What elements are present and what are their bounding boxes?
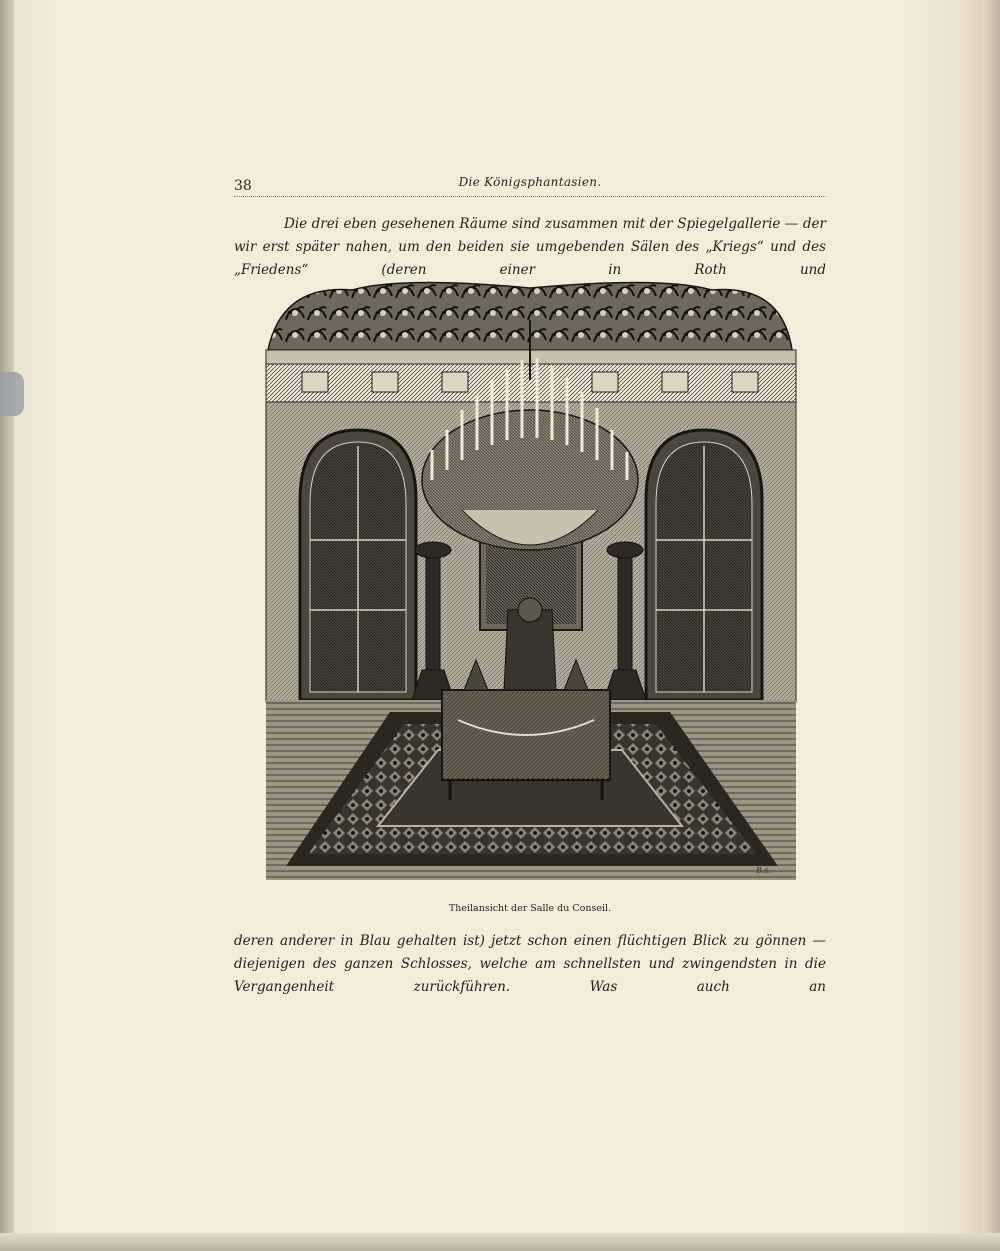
- bottom-page-edge: [0, 1233, 1000, 1251]
- header-rule: [234, 196, 826, 197]
- page-marker-tab: [0, 372, 24, 416]
- paragraph-top: Die drei eben gesehenen Räume sind zusammen mit der Spiegelgallerie — der wir erst später nahen, um den beiden sie umgebenden Sälen des „Kriegs“ und des „Friedens“ (deren einer in Roth und: [234, 216, 826, 278]
- running-head: Die Königsphantasien.: [458, 175, 602, 189]
- engraver-signature: B.s.: [756, 866, 772, 875]
- figure-caption: Theilansicht der Salle du Conseil.: [448, 903, 612, 914]
- page-number: 38: [234, 178, 252, 194]
- left-page-edge: [0, 0, 14, 1251]
- right-page-edge: [982, 0, 1000, 1251]
- engraving-illustration: [262, 280, 798, 880]
- paragraph-bottom: deren anderer in Blau gehalten ist) jetzt schon einen flüchtigen Blick zu gönnen — diejenigen des ganzen Schlosses, welche am schnellsten und zwingendsten in die Vergangenheit zurückführen. Was auch an: [234, 933, 826, 995]
